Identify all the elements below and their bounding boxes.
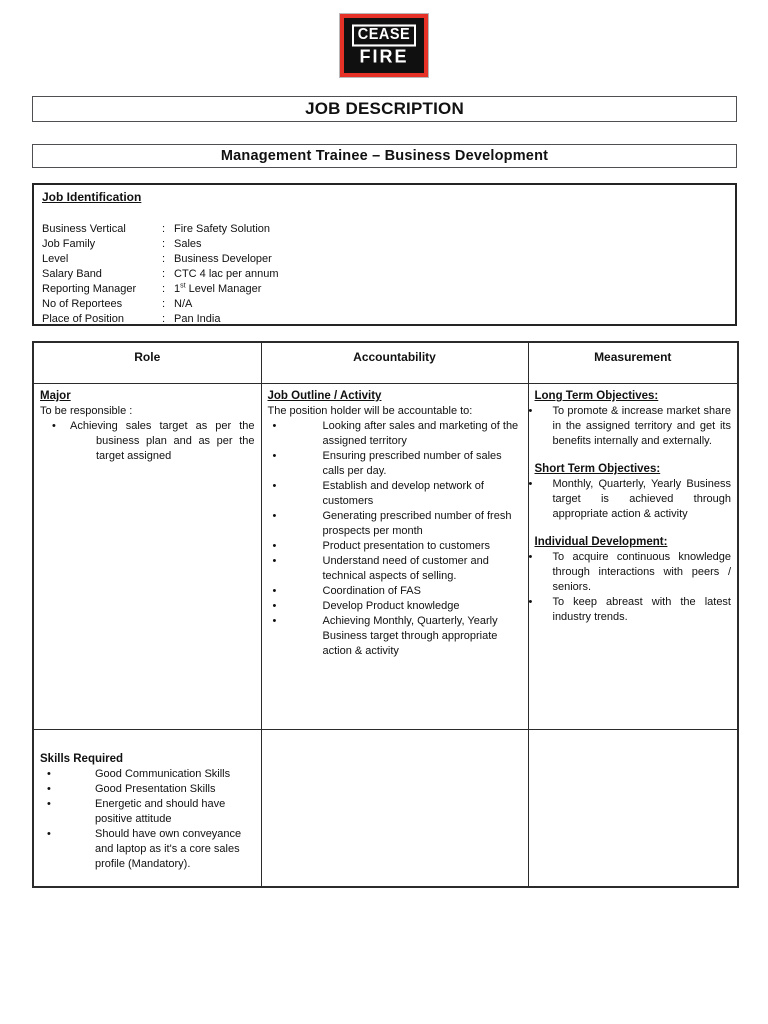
accountability-bullet-item: • Develop Product knowledge	[268, 599, 522, 614]
accountability-bullet-item: • Looking after sales and marketing of the assigned territory	[268, 419, 522, 449]
field-label: Reporting Manager	[42, 283, 137, 295]
skill-bullet-item: • Energetic and should have positive attitude	[40, 797, 255, 827]
field-colon: :	[162, 223, 166, 235]
document-subtitle: Management Trainee – Business Development	[220, 148, 549, 164]
role-bullet-item: • Achieving sales target as per the business plan and as per the target assigned	[40, 419, 255, 464]
field-row-place-of-position	[42, 312, 727, 327]
field-value: Fire Safety Solution	[174, 223, 270, 235]
accountability-bullet-item: • Establish and develop network of customers	[268, 479, 522, 509]
field-colon: :	[162, 238, 166, 250]
accountability-bullet-item: • Generating prescribed number of fresh prospects per month	[268, 509, 522, 539]
logo-fire-text: FIRE	[359, 45, 409, 67]
field-label: Job Family	[42, 238, 96, 250]
ceasefire-logo	[340, 14, 428, 77]
empty-accountability-cell	[261, 730, 528, 887]
field-value: Pan India	[174, 313, 221, 325]
skills-required-cell	[33, 730, 261, 887]
field-colon: :	[162, 268, 166, 280]
empty-measurement-cell	[528, 730, 738, 887]
ceasefire-logo-inner	[344, 18, 424, 73]
header-accountability: Accountability	[261, 342, 528, 384]
accountability-heading: Job Outline / Activity	[267, 390, 382, 402]
page-title-box	[32, 96, 737, 122]
job-identification-section	[32, 183, 737, 326]
field-row-level	[42, 252, 727, 267]
accountability-bullet-item: • Coordination of FAS	[268, 584, 522, 599]
measurement-bullet-item: • To promote & increase market share in the assigned territory and get its benefits internally and externally.	[535, 404, 732, 449]
role-accountability-table	[32, 341, 739, 888]
field-row-job-family	[42, 237, 727, 252]
field-colon: :	[162, 298, 166, 310]
field-row-no-of-reportees	[42, 297, 727, 312]
field-label: Business Vertical	[42, 223, 126, 235]
subtitle-box	[32, 144, 737, 168]
header-measurement: Measurement	[528, 342, 738, 384]
page-title: JOB DESCRIPTION	[305, 99, 464, 118]
short-term-objectives-heading: Short Term Objectives:	[534, 463, 661, 475]
role-heading: Major	[40, 390, 71, 402]
measurement-bullet-item: • Monthly, Quarterly, Yearly Business target is achieved through appropriate action & activity	[535, 477, 732, 522]
measurement-cell	[528, 384, 738, 730]
field-value: CTC 4 lac per annum	[174, 268, 279, 280]
field-colon: :	[162, 283, 166, 295]
accountability-cell	[261, 384, 528, 730]
field-row-business-vertical	[42, 222, 727, 237]
field-label: Place of Position	[42, 313, 124, 325]
field-label: No of Reportees	[42, 298, 123, 310]
accountability-bullet-item: • Achieving Monthly, Quarterly, Yearly Business target through appropriate action & activity	[268, 614, 522, 659]
field-label: Level	[42, 253, 69, 265]
accountability-bullet-item: • Ensuring prescribed number of sales calls per day.	[268, 449, 522, 479]
accountability-bullet-item: • Understand need of customer and technical aspects of selling.	[268, 554, 522, 584]
skill-bullet-item: • Good Communication Skills	[40, 767, 255, 782]
skill-bullet-item: • Should have own conveyance and laptop as it's a core sales profile (Mandatory).	[40, 827, 255, 872]
long-term-objectives-heading: Long Term Objectives:	[534, 390, 659, 402]
table-header-row	[33, 342, 738, 384]
skills-required-heading: Skills Required	[40, 753, 124, 765]
logo-cease-text: CEASE	[352, 24, 416, 46]
field-row-salary-band	[42, 267, 727, 282]
field-value: Business Developer	[174, 253, 272, 265]
document-content	[32, 96, 737, 888]
field-label: Salary Band	[42, 268, 102, 280]
job-identification-heading: Job Identification	[42, 190, 142, 204]
accountability-bullet-item: • Product presentation to customers	[268, 539, 522, 554]
measurement-bullet-item: • To keep abreast with the latest industry trends.	[535, 595, 732, 625]
table-body-row-2	[33, 730, 738, 887]
field-value: N/A	[174, 298, 193, 310]
field-value: 1st Level Manager	[174, 282, 262, 295]
individual-development-heading: Individual Development:	[534, 536, 668, 548]
header-role: Role	[33, 342, 261, 384]
field-row-reporting-manager	[42, 282, 727, 297]
skill-bullet-item: • Good Presentation Skills	[40, 782, 255, 797]
field-colon: :	[162, 313, 166, 325]
role-intro: To be responsible :	[40, 405, 133, 417]
accountability-intro: The position holder will be accountable to:	[267, 405, 473, 417]
measurement-bullet-item: • To acquire continuous knowledge through interactions with peers / seniors.	[535, 550, 732, 595]
field-value: Sales	[174, 238, 202, 250]
field-colon: :	[162, 253, 166, 265]
role-cell	[33, 384, 261, 730]
table-body-row-1	[33, 384, 738, 730]
